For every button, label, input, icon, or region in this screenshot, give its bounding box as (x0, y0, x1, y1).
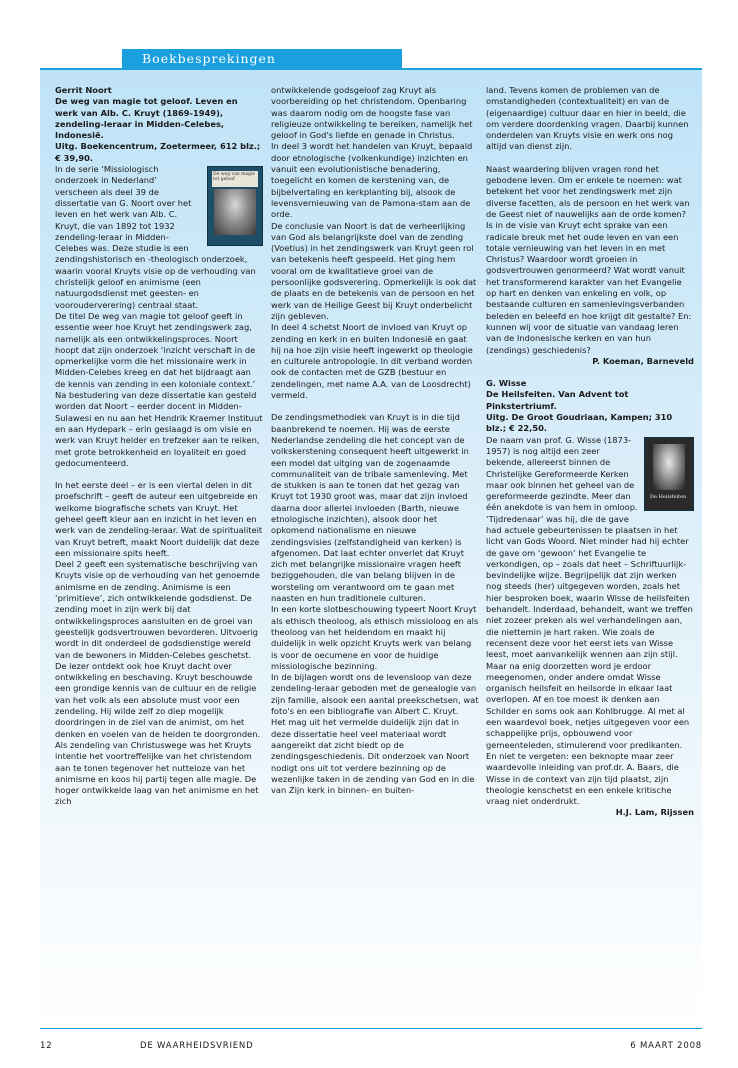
review1-paragraph: land. Tevens komen de problemen van de omstandigheden (contextualiteit) en van de (eigenaardige) cultuur daar en hier in beeld, die om verdere doordenking vragen. Daarbij kunnen onderdelen van Kruyts visie en werk ons nog altijd van dienst zijn. (486, 85, 689, 152)
book-cover-image (644, 437, 694, 511)
review1-paragraph: In de bijlagen wordt ons de levensloop van deze zendeling-leraar geboden met de genealogie van zijn familie, alsook een aantal preekschetsen, wat foto's en een bibliografie van Albert C. Kruyt. (271, 672, 479, 717)
review1-paragraph: In deel 4 schetst Noort de invloed van Kruyt op zending en kerk in en buiten Indonesië en gaat hij na hoe zijn visie heeft ingewerkt op theologie en culturele antropologie. In dit verband worden ook de contacten met de GZB (bestuur en zendelingen, met name A.A. van de Loosdrecht) vermeld. (271, 322, 473, 401)
review1-paragraph: In deel 3 wordt het handelen van Kruyt, bepaald door etnologische (volkenkundige) inzichten en vanuit een evolutionistische benadering, toegelicht en komen de kerstening van, de bijbelvertaling en kerkplanting bij, alsook de levensvernieuwing van de Pamona-stam aan de orde. (271, 141, 473, 220)
review2-signature: H.J. Lam, Rijssen (615, 807, 694, 818)
review1-paragraph: Na bestudering van deze dissertatie kan gesteld worden dat Noort – eerder docent in Midden-Sulawesi en nu aan het Hendrik Kraemer Instituut en aan Hydepark – erin geslaagd is om visie en werk van Kruyt helder en trefzeker aan te reiken, met grote betrokkenheid en loyaliteit en goed gedocumenteerd. (55, 390, 263, 468)
review2-paragraph: De naam van prof. G. Wisse (1873-1957) is nog altijd een zeer bekende, allereerst binnen de Christelijke Gereformeerde Kerken maar ook binnen het geheel van de gereformeerde gezindte. Meer dan één anekdote is van hem in omloop. ‘Tijdredenaar’ was hij, die de gave had actuele gebeurtenissen te plaatsen in het licht van Gods Woord. Niet minder had hij echter de gave om ‘gewoon’ het Evangelie te verkondigen, op – zoals dat heet – Schriftuurlijk-bevindelijke wijze. Begrijpelijk dat zijn werken nog steeds (her) uitgegeven worden, zoals het hier besproken boek, waarin Wisse de heilsfeiten behandelt. Inderdaad, behandelt, want we treffen niet zozeer preken als wel verhandelingen aan, die niettemin je hart raken. Wie zoals de recensent deze voor het eerst iets van Wisse leest, moet aanvankelijk wennen aan zijn stijl. Maar na enig doorzetten word je erdoor meegenomen, onder andere omdat Wisse organisch heilsfeit en heilsorde in elkaar laat overlopen. Af en toe moest ik denken aan Schilder en soms ook aan Kohlbrugge. Al met al een waardevol boek, netjes uitgegeven voor een schappelijke prijs, opbouwend voor gemeenteleden, stimulerend voor predikanten. En niet te vergeten: een beknopte maar zeer waardevolle inleiding van prof.dr. A. Baars, die Wisse in de context van zijn tijd plaatst, zijn theologie kenschetst en een enkele kritische vraag niet onderdrukt. (486, 434, 693, 807)
book-cover-title: De weg van magie tot geloof (212, 171, 258, 187)
footer-divider (40, 1028, 702, 1029)
review1-paragraph: Deel 2 geeft een systematische beschrijving van Kruyts visie op de verhouding van het genoemde animisme en de zending. Animisme is een ‘primitieve’, zich ontwikkelende godsdienst. De zending moet in zijn werk bij dat ontwikkelingsproces aansluiten en de groei van geestelijk godsvertrouwen bevorderen. Uitvoerig wordt in dit onderdeel de godsdienstige wereld van de bewoners in Midden-Celebes geschetst. (55, 559, 260, 660)
review1-paragraph: De titel De weg van magie tot geloof geeft in essentie weer hoe Kruyt het zendingswerk zag, namelijk als een ontwikkelingsproces. Noort hoopt dat zijn onderzoek ‘inzicht verschaft in de opmerkelijke vorm die het missionaire werk in Midden-Celebes kreeg en dat het bijdraagt aan de kennis van zending in een koloniale context.’ (55, 310, 256, 389)
review1-signature: P. Koeman, Barneveld (592, 355, 694, 366)
review2-author: G. Wisse (486, 378, 527, 389)
page-number: 12 (40, 1041, 53, 1051)
review1-paragraph: In het eerste deel – er is een viertal delen in dit proefschrift – geeft de auteur een uitgebreide en welkome biografische schets van Kruyt. Het geheel geeft kleur aan en inzicht in het leven en werk van de zendeling-leraar. Wat de spiritualiteit van Kruyt betreft, maakt Noort duidelijk dat deze een missionaire spits heeft. (55, 480, 263, 558)
review1-paragraph: Als zendeling van Christuswege was het Kruyts intentie het voortreffelijke van het christendom aan te tonen tegenover het nutteloze van het animisme en koos hij partij tegen alle magie. De hoger ontwikkelde laag van het animisme en het zich (55, 739, 259, 807)
review1-paragraph: ontwikkelende godsgeloof zag Kruyt als voorbereiding op het christendom. Openbaring was daarom nodig om de hoogste fase van religieuze ontwikkeling te bereiken, namelijk het geloof in God's liefde en genade in Christus. (271, 85, 473, 141)
magazine-name: DE WAARHEIDSVRIEND (140, 1041, 254, 1051)
top-divider (40, 68, 702, 70)
issue-date: 6 MAART 2008 (630, 1041, 702, 1051)
portrait-photo (653, 444, 685, 490)
review1-paragraph: In de serie ‘Missiologisch onderzoek in Nederland’ verscheen als deel 39 de dissertatie van G. Noort over het leven en het werk van Alb. C. Kruyt, die van 1892 tot 1932 zendeling-leraar in Midden-Celebes was. Deze studie is een zendingshistorisch en -theologisch onderzoek, waarin vooral Kruyts visie op de verhouding van christelijk geloof en animisme (een natuurgodsdienst met geesten- en voorouderverering) centraal staat. (55, 164, 256, 310)
review1-paragraph: Het mag uit het vermelde duidelijk zijn dat in deze dissertatie heel veel materiaal wordt aangereikt dat zicht biedt op de zendingsgeschiedenis. Dit onderzoek van Noort nodigt ons uit tot verdere bezinning op de wezenlijke taken in de zending van God en in die van Zijn kerk in binnen- en buiten- (271, 717, 475, 796)
column-1 (55, 85, 263, 808)
portrait-photo (214, 189, 256, 235)
column-2 (271, 85, 479, 796)
review2-book-title: De Heilsfeiten. Van Advent tot Pinkstertriumf. (486, 389, 629, 411)
review1-publisher: Uitg. Boekencentrum, Zoetermeer, 612 blz.; € 39,90. (55, 141, 261, 163)
review1-book-title: De weg van magie tot geloof. Leven en werk van Alb. C. Kruyt (1869-1949), zendeling-leraar in Midden-Celebes, Indonesië. (55, 96, 238, 141)
review1-paragraph: De conclusie van Noort is dat de verheerlijking van God als belangrijkste doel van de zending (Voetius) in het zendingswerk van Kruyt geen rol van betekenis heeft gespeeld. Het ging hem vooral om de kwalitatieve groei van de persoonlijke godsverering. Opmerkelijk is ook dat de plaats en de betekenis van de persoon en het werk van de Heilige Geest bij Kruyt onderbelicht zijn gebleven. (271, 220, 477, 321)
review1-paragraph: Naast waardering blijven vragen rond het gebodene leven. Om er enkele te noemen: wat betekent het voor het zendingswerk met zijn diverse facetten, als de persoon en het werk van de Geest niet of nauwelijks aan de orde komen? Is in de visie van Kruyt echt sprake van een radicale breuk met het oude leven en van een totale vernieuwing van het leven in en met Christus? Waardoor wordt groeien in godsvertrouwen genormeerd? Wat wordt vanuit het transformerend karakter van het Evangelie op hart en denken van enkeling en volk, op bestaande culturen en samenlevingsverbanden beleden en beleefd en hoe krijgt dit gestalte? En: kunnen wij voor de situatie van vandaag leren van de Indonesische kerken en van hun (zendings) geschiedenis? (486, 163, 692, 355)
review1-paragraph: De lezer ontdekt ook hoe Kruyt dacht over ontwikkeling en beschaving. Kruyt beschouwde een grondige kennis van de cultuur en de religie van het volk als een absolute must voor een zendeling. Hij wilde zelf zo diep mogelijk doordringen in de ziel van de animist, om het denken en voelen van de heiden te doorgronden. (55, 660, 261, 739)
paragraph-gap (486, 153, 694, 164)
review2-publisher: Uitg. De Groot Goudriaan, Kampen; 310 blz.; € 22,50. (486, 412, 673, 434)
book-cover-title: De Heilsfeiten (650, 493, 687, 500)
review1-author: Gerrit Noort (55, 85, 112, 95)
column-3 (486, 85, 694, 819)
section-title: Boekbesprekingen (122, 49, 402, 68)
book-cover-image (207, 166, 263, 246)
paragraph-gap (55, 469, 263, 480)
paragraph-gap (271, 401, 479, 412)
review1-paragraph: De zendingsmethodiek van Kruyt is in die tijd baanbrekend te noemen. Hij was de eerste Nederlandse zendeling die het concept van de volkskerstening consequent heeft uitgewerkt in een model dat uitging van de zogenaamde communaliteit van de tribale samenleving. Met de stukken is aan te tonen dat het gezag van Kruyt tot 1930 groot was, maar dat zijn invloed daarna door allerlei invloeden (Barth, nieuwe etnologische inzichten), alsook door het opkomend nationalisme en nieuwe zendingsvisies (zelfstandigheid van kerken) is afgenomen. Dat laat echter onverlet dat Kruyt zich met belangrijke missionaire vragen heeft beziggehouden, die van belang blijven in de worsteling om verantwoord om te gaan met naasten en hun traditionele culturen. (271, 412, 469, 604)
paragraph-gap (486, 367, 694, 378)
review1-paragraph: In een korte slotbeschouwing typeert Noort Kruyt als ethisch theoloog, als ethisch missioloog en als theoloog van het heidendom en maakt hij duidelijk in welk opzicht Kruyts werk van belang is voor de oecumene en voor de huidige missiologische bezinning. (271, 604, 479, 671)
